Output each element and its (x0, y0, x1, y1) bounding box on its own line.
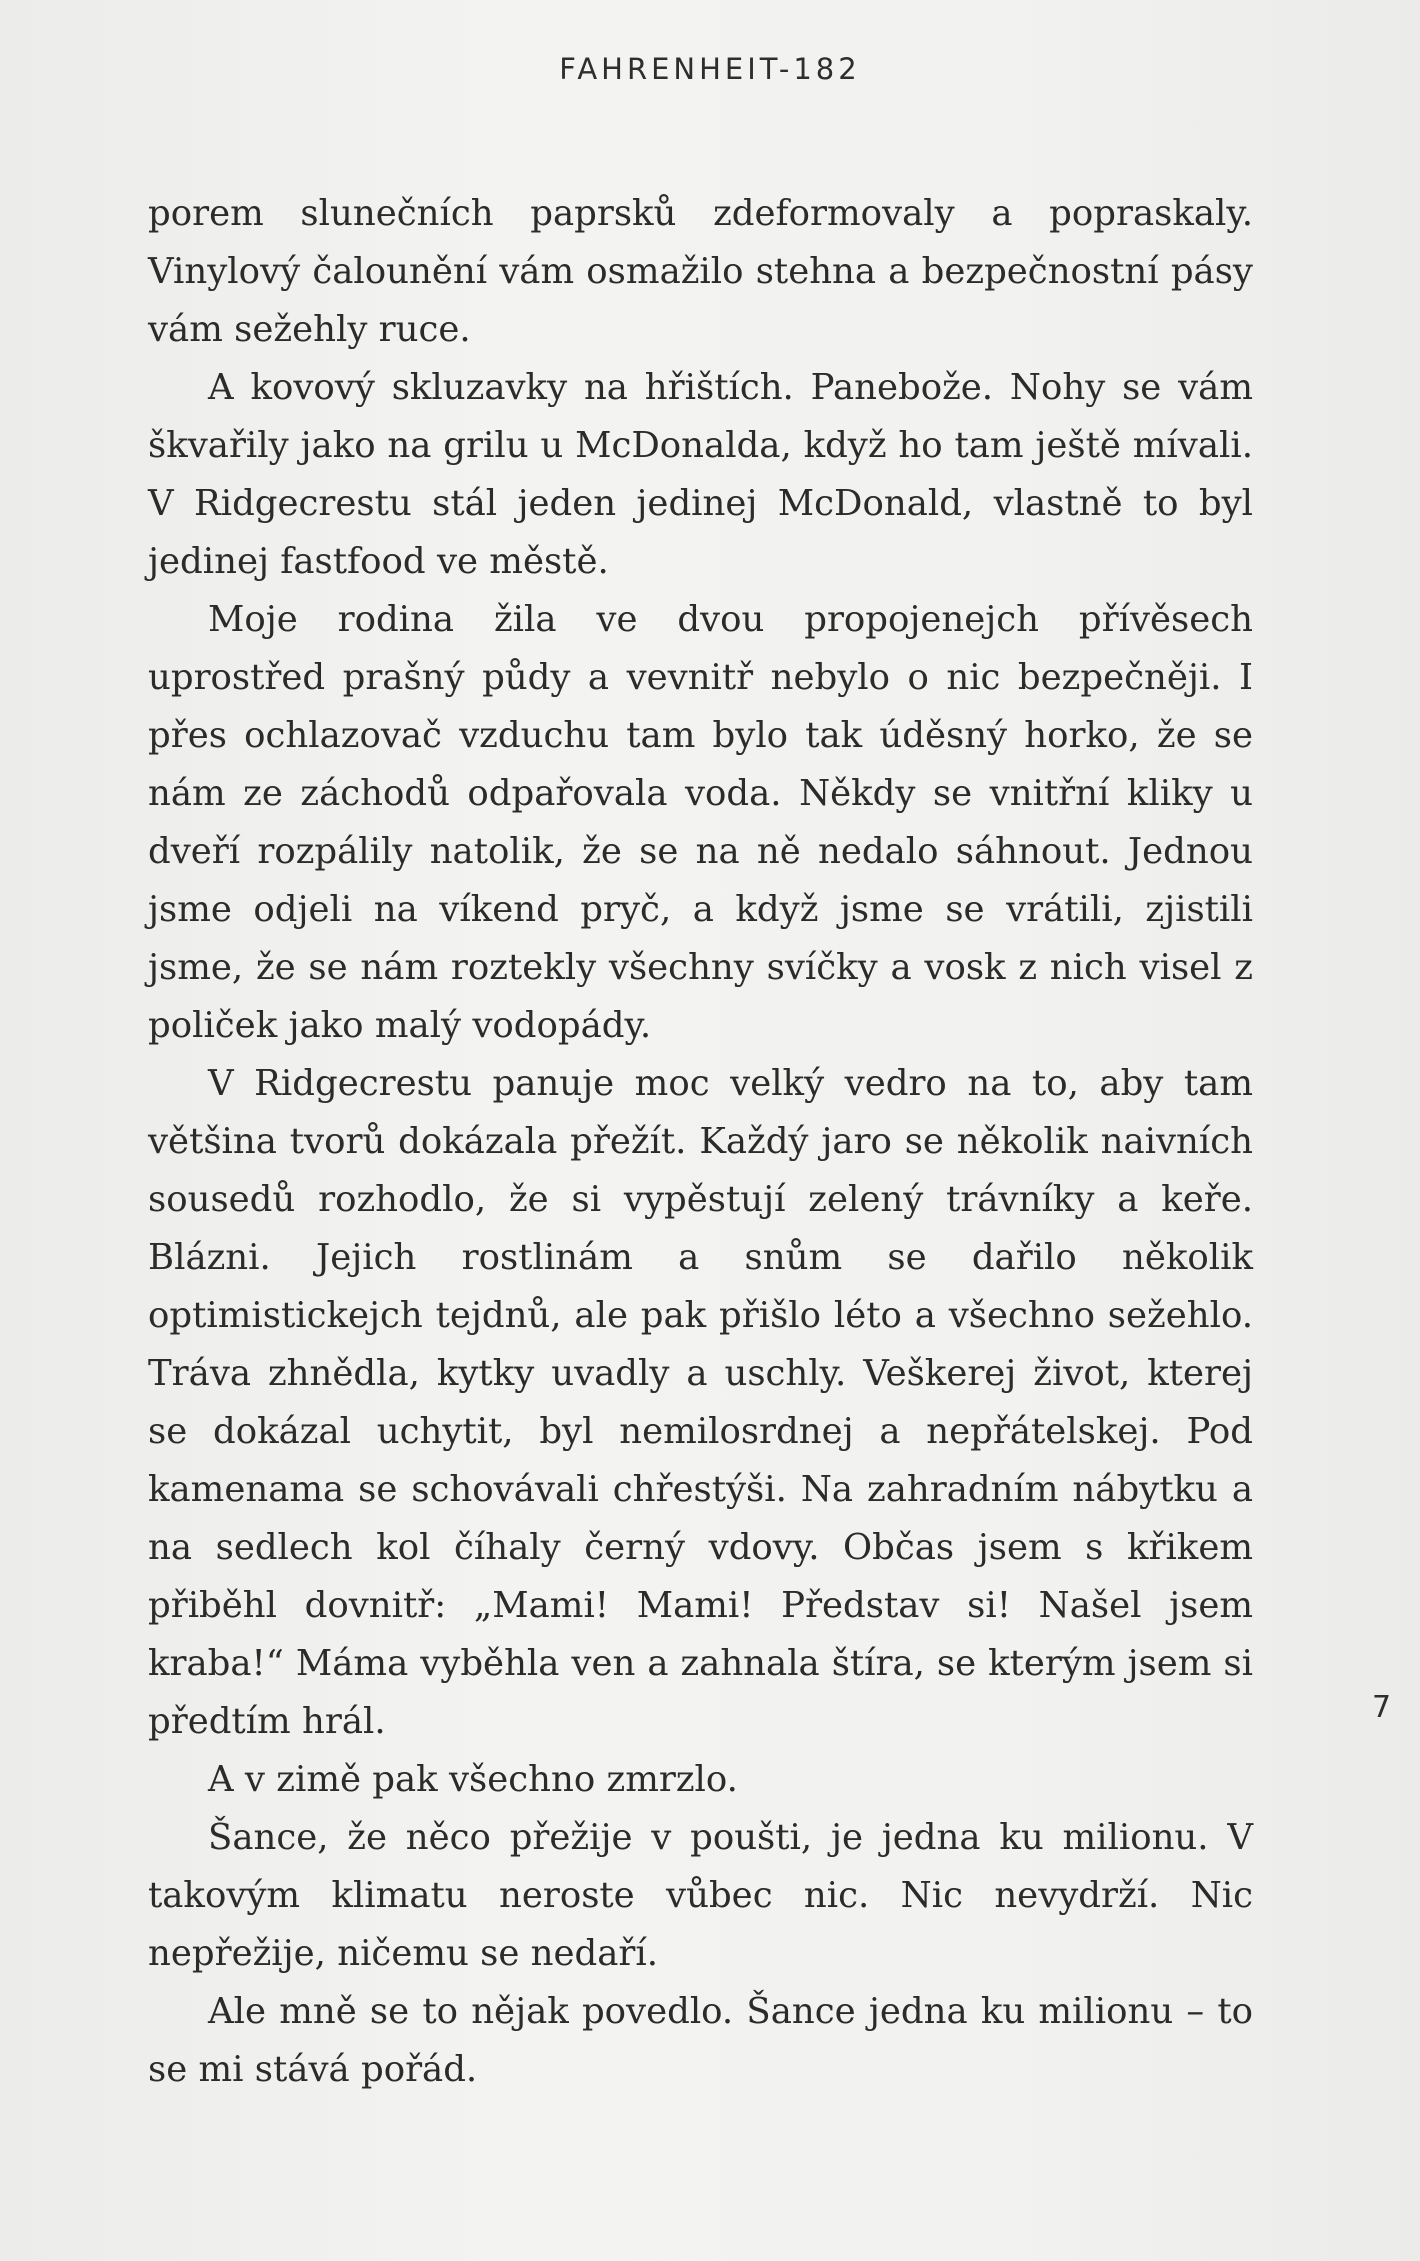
paragraph: A v zimě pak všechno zmrzlo. (208, 1759, 738, 1800)
paragraph: V Ridgecrestu panuje moc velký vedro na to, aby tam většina tvorů dokázala přežít. Každý jaro se několik naivních sousedů rozhodlo, že si vypěstují zelený trávníky a keře. Blázni. Jejich rostlinám a snům se dařilo několik optimistickejch tejdnů, ale pak přišlo léto a všechno sežehlo. Tráva zhnědla, kytky uvadly a uschly. Veškerej život, kterej se dokázal uchytit, byl nemilosrdnej a nepřátelskej. Pod kamenama se schovávali chřestýši. Na zahradním nábytku a na sedlech kol číhaly černý vdovy. Občas jsem s křikem přiběhl dovnitř: „Mami! Mami! Představ si! Našel jsem kraba!“ Máma vyběhla ven a zahnala štíra, se kterým jsem si předtím hrál. (148, 1063, 1253, 1742)
paragraph: A kovový skluzavky na hřištích. Panebože. Nohy se vám škvařily jako na grilu u McDonalda, když ho tam ještě mívali. V Ridgecrestu stál jeden jedinej McDonald, vlastně to byl jedinej fastfood ve městě. (148, 367, 1253, 582)
running-head: FAHRENHEIT-182 (559, 52, 861, 86)
body-text (148, 185, 1253, 2099)
paragraph: Moje rodina žila ve dvou propojenejch přívěsech uprostřed prašný půdy a vevnitř nebylo o nic bezpečněji. I přes ochlazovač vzduchu tam bylo tak úděsný horko, že se nám ze záchodů odpařovala voda. Někdy se vnitřní kliky u dveří rozpálily natolik, že se na ně nedalo sáhnout. Jednou jsme odjeli na víkend pryč, a když jsme se vrátili, zjistili jsme, že se nám roztekly všechny svíčky a vosk z nich visel z poliček jako malý vodopády. (148, 599, 1253, 1046)
page-number: 7 (1372, 1690, 1392, 1725)
paragraph: porem slunečních paprsků zdeformovaly a popraskaly. Vinylový čalounění vám osmažilo stehna a bezpečnostní pásy vám sežehly ruce. (148, 193, 1253, 350)
paragraph: Ale mně se to nějak povedlo. Šance jedna ku milionu – to se mi stává pořád. (148, 1991, 1253, 2090)
paragraph: Šance, že něco přežije v poušti, je jedna ku milionu. V takovým klimatu neroste vůbec nic. Nic nevydrží. Nic nepřežije, ničemu se nedaří. (148, 1817, 1253, 1974)
